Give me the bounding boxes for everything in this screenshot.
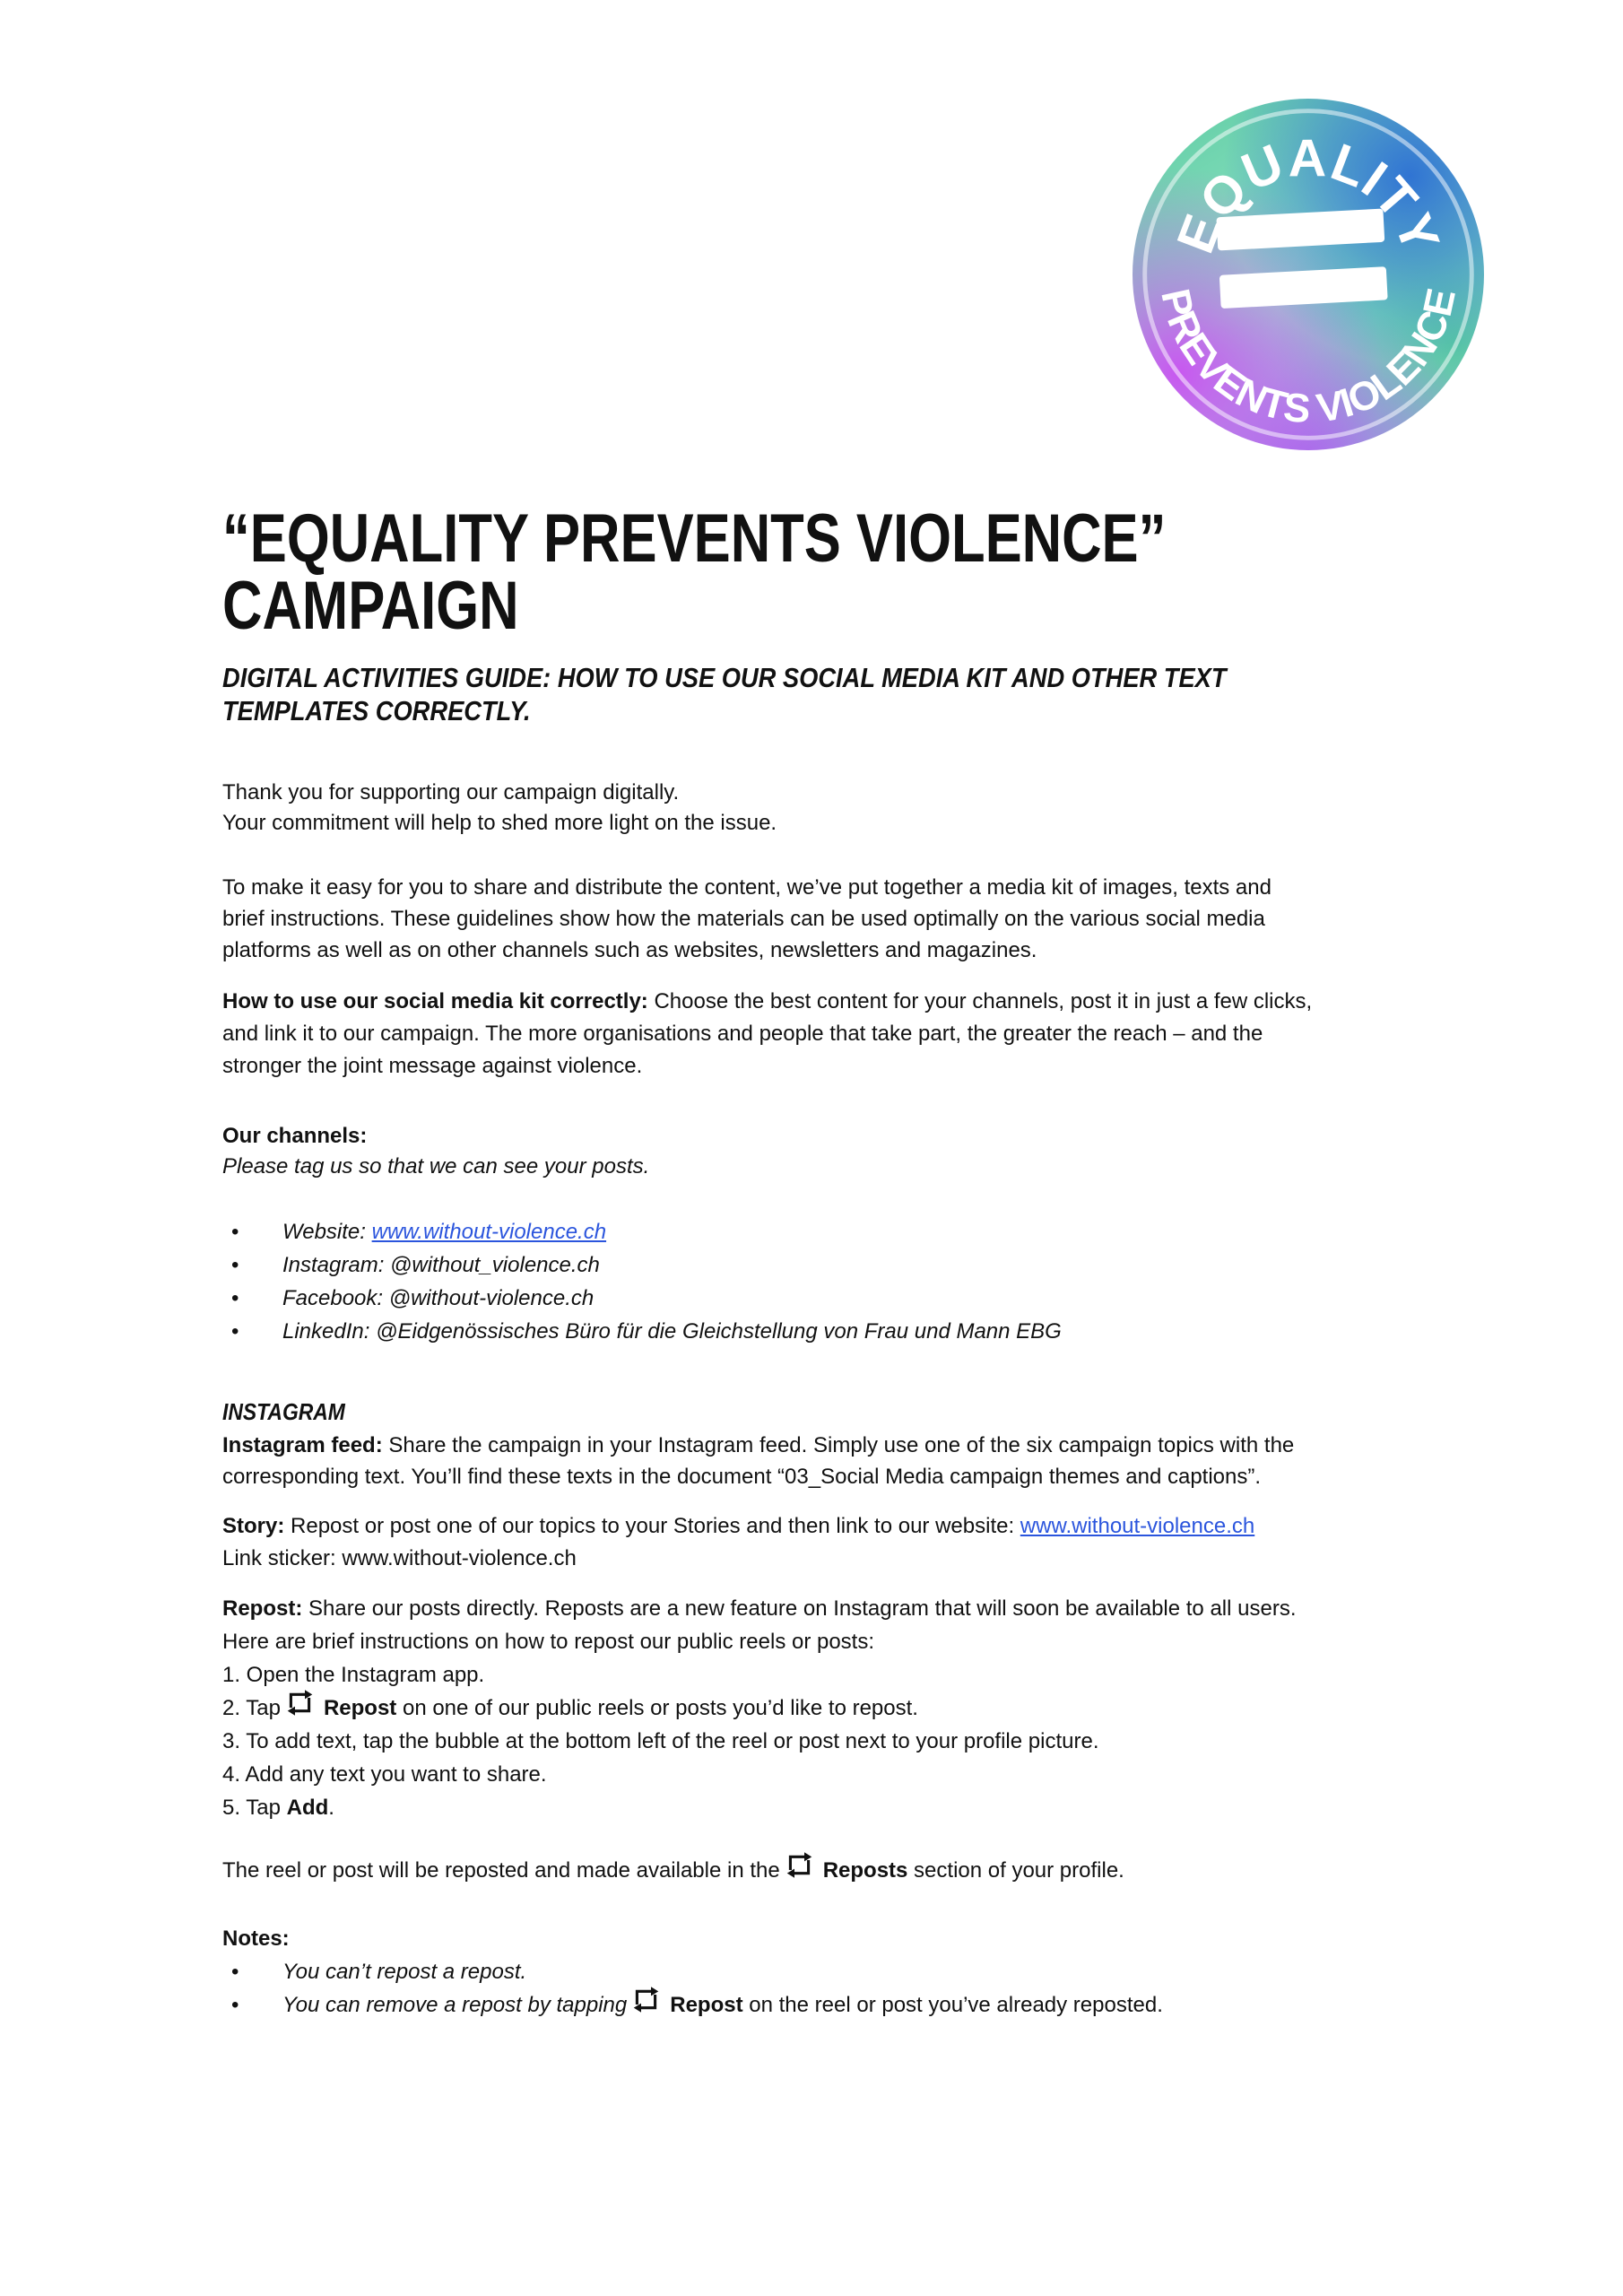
bullet-icon: • [231, 1220, 239, 1244]
page-title-line1: “EQUALITY PREVENTS VIOLENCE” [222, 500, 1167, 577]
step2-rest: on one of our public reels or posts you’d like to repost. [396, 1696, 918, 1720]
subtitle [222, 661, 1523, 727]
step2-pre: 2. Tap [222, 1696, 281, 1720]
repost-icon [631, 1996, 662, 2012]
bullet-icon: • [231, 1960, 239, 1984]
intro-thanks-line2: Your commitment will help to shed more light on the issue. [222, 811, 777, 835]
list-item [222, 1315, 1523, 1348]
logo-arc-bottom-text: PREVENTS VIOLENCE [1152, 284, 1464, 432]
bullet-icon: • [231, 1993, 239, 2017]
media-kit-line3: platforms as well as on other channels such as websites, newsletters and magazines. [222, 938, 1037, 962]
how-to-use-line1 [222, 986, 1523, 1018]
repost-step-4: 4. Add any text you want to share. [222, 1762, 547, 1787]
result-reposts-label: Reposts [822, 1858, 908, 1883]
intro-thanks-paragraph [222, 778, 1523, 839]
bullet-icon: • [231, 1319, 239, 1344]
page-title [222, 500, 1523, 644]
repost-line2: Here are brief instructions on how to repost our public reels or posts: [222, 1630, 875, 1654]
channels-heading: Our channels: [222, 1124, 368, 1148]
repost-label: Repost: [222, 1596, 303, 1621]
channels-list [222, 1215, 1523, 1348]
media-kit-line2: brief instructions. These guidelines show how the materials can be used optimally on the various social media [222, 907, 1265, 931]
repost-icon [785, 1861, 815, 1877]
channels-tagline: Please tag us so that we can see your posts. [222, 1154, 650, 1178]
how-to-use-line2: and link it to our campaign. The more organisations and people that take part, the greater the reach – and the [222, 1022, 1263, 1046]
list-item [222, 1955, 1523, 1988]
subtitle-line1: DIGITAL ACTIVITIES GUIDE: HOW TO USE OUR SOCIAL MEDIA KIT AND OTHER TEXT [222, 662, 1227, 693]
how-to-use-label: How to use our social media kit correctly: [222, 989, 648, 1013]
result-line [222, 1854, 1523, 1887]
intro-thanks-line1: Thank you for supporting our campaign digitally. [222, 780, 680, 804]
media-kit-line1: To make it easy for you to share and distribute the content, we’ve put together a media kit of images, texts and [222, 875, 1271, 900]
notes-list [222, 1955, 1523, 2022]
step5-rest: . [328, 1796, 334, 1820]
note-2-rest: on the reel or post you’ve already reposted. [742, 1993, 1163, 2017]
equality-prevents-violence-logo [1133, 99, 1484, 450]
logo-arc-top-text: EQUALITY [1166, 129, 1451, 261]
how-to-use-paragraph [222, 986, 1523, 1083]
story-label: Story: [222, 1514, 285, 1538]
repost-line1-rest: Share our posts directly. Reposts are a new feature on Instagram that will soon be available to all users. [302, 1596, 1297, 1621]
result-pre: The reel or post will be reposted and made available in the [222, 1858, 780, 1883]
channel-linkedin: LinkedIn: @Eidgenössisches Büro für die Gleichstellung von Frau und Mann EBG [282, 1319, 1062, 1344]
repost-paragraph [222, 1592, 1523, 1824]
repost-icon [285, 1699, 316, 1715]
story-website-link[interactable]: www.without-violence.ch [1020, 1514, 1255, 1538]
instagram-section-heading [222, 1398, 1523, 1425]
list-item [222, 1248, 1523, 1282]
subtitle-line2: TEMPLATES CORRECTLY. [222, 695, 531, 726]
bullet-icon: • [231, 1253, 239, 1277]
result-paragraph [222, 1854, 1523, 1887]
repost-step-5 [222, 1791, 1523, 1824]
story-text: Repost or post one of our topics to your Stories and then link to our website: [284, 1514, 1020, 1538]
repost-line1 [222, 1592, 1523, 1625]
repost-step-3: 3. To add text, tap the bubble at the bottom left of the reel or post next to your profile picture. [222, 1729, 1099, 1753]
list-item [222, 1282, 1523, 1315]
note-1-text: You can’t repost a repost. [282, 1960, 527, 1984]
feed-line1 [222, 1430, 1523, 1461]
story-line1 [222, 1510, 1523, 1543]
how-to-use-line3: stronger the joint message against violence. [222, 1054, 643, 1078]
link-sticker-line: Link sticker: www.without-violence.ch [222, 1546, 577, 1570]
instagram-heading-text: INSTAGRAM [222, 1398, 345, 1425]
channel-facebook: Facebook: @without-violence.ch [282, 1286, 595, 1310]
logo-graphics [1133, 99, 1484, 450]
list-item [222, 1988, 1523, 2022]
feed-line2: corresponding text. You’ll find these texts in the document “03_Social Media campaign themes and captions”. [222, 1465, 1262, 1489]
bullet-icon: • [231, 1286, 239, 1310]
step5-pre: 5. Tap [222, 1796, 287, 1820]
how-to-use-line1-rest: Choose the best content for your channels, post it in just a few clicks, [647, 989, 1313, 1013]
note-2-text: You can remove a repost by tapping [282, 1993, 628, 2017]
repost-step-2 [222, 1692, 1523, 1725]
repost-step-1: 1. Open the Instagram app. [222, 1663, 485, 1687]
result-rest: section of your profile. [907, 1858, 1124, 1883]
page-title-line2: CAMPAIGN [222, 568, 519, 644]
list-item [222, 1215, 1523, 1248]
equals-icon [1216, 209, 1387, 309]
step5-add-label: Add [286, 1796, 329, 1820]
channel-website-label: Website: [282, 1220, 372, 1244]
note-2-repost-label: Repost [670, 1993, 743, 2017]
feed-label: Instagram feed: [222, 1433, 383, 1457]
step2-repost-label: Repost [323, 1696, 397, 1720]
story-paragraph [222, 1510, 1523, 1575]
media-kit-paragraph [222, 872, 1523, 966]
feed-line1-rest: Share the campaign in your Instagram feed. Simply use one of the six campaign topics with the [382, 1433, 1295, 1457]
instagram-feed-paragraph [222, 1430, 1523, 1492]
notes-heading: Notes: [222, 1926, 290, 1951]
website-link[interactable]: www.without-violence.ch [371, 1220, 607, 1244]
channel-instagram: Instagram: @without_violence.ch [282, 1253, 600, 1277]
